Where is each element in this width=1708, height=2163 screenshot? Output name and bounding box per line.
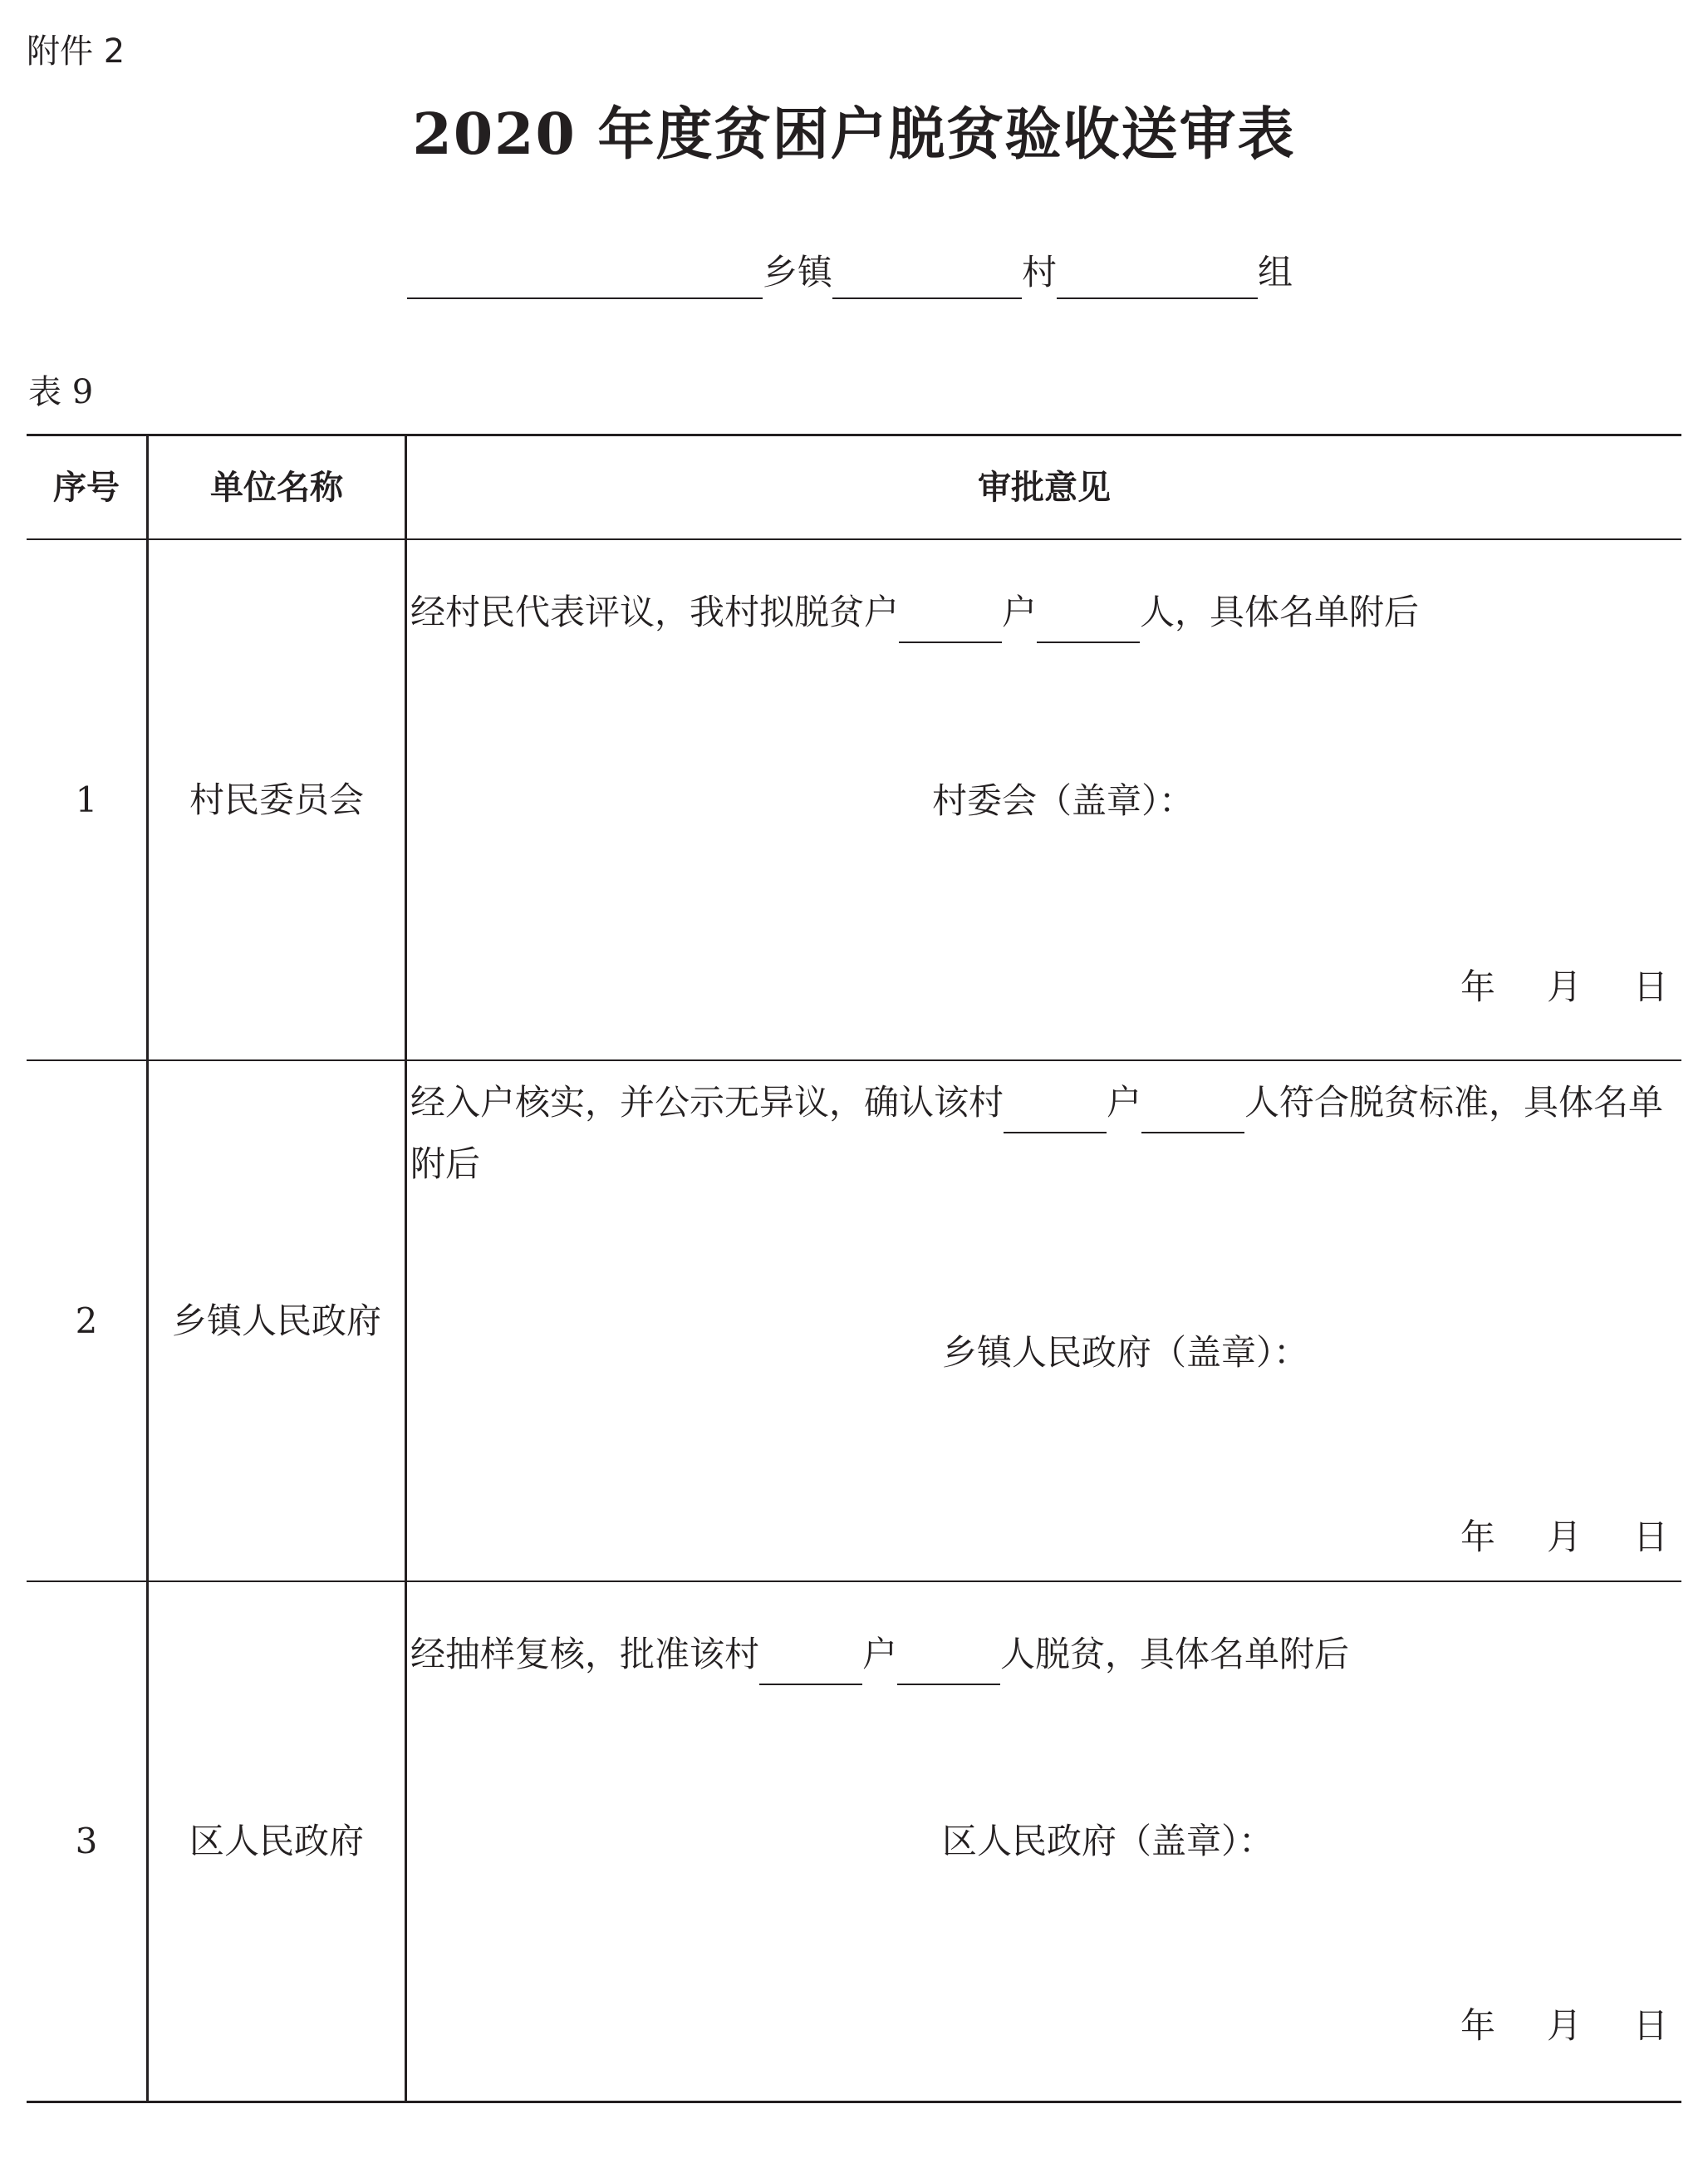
table-number: 表 9 (28, 373, 94, 411)
row-unit: 区人民政府 (189, 1821, 364, 1861)
row-seq: 3 (75, 1821, 98, 1861)
person-count-blank[interactable] (897, 1642, 1000, 1685)
person-count-blank[interactable] (1141, 1090, 1244, 1133)
household-unit: 户 (1107, 1082, 1142, 1123)
seal-label: 乡镇人民政府（盖章）： (942, 1332, 1309, 1373)
village-blank[interactable] (832, 256, 1022, 299)
header-seq: 序号 (53, 468, 120, 507)
page-title: 2020 年度贫困户脱贫验收送审表 (412, 101, 1296, 168)
village-label: 村 (1022, 252, 1058, 292)
date-line (1460, 962, 1668, 1012)
col-divider-2 (405, 434, 407, 2103)
row-unit: 乡镇人民政府 (171, 1300, 381, 1341)
header-unit: 单位名称 (210, 468, 343, 507)
location-line (407, 246, 1293, 299)
attachment-label: 附件 2 (27, 32, 125, 71)
opinion-text-c: 人符合脱贫标准，具体名单附后 (410, 1082, 1664, 1184)
opinion-text-a: 经抽样复核，批准该村 (410, 1634, 760, 1674)
opinion-text (410, 582, 1419, 643)
seal-label: 村委会（盖章）： (932, 780, 1195, 821)
person-count-blank[interactable] (1037, 600, 1140, 643)
month-label: 月 (1546, 2005, 1582, 2046)
date-line (1460, 1512, 1668, 1562)
row-seq: 2 (75, 1300, 98, 1341)
date-line (1460, 2001, 1668, 2051)
row-seq: 1 (75, 779, 98, 820)
table-bottom-rule (27, 2101, 1681, 2103)
household-unit: 户 (1002, 592, 1038, 632)
row-unit: 村民委员会 (189, 779, 364, 820)
opinion-text-a: 经入户核实，并公示无异议，确认该村 (410, 1082, 1004, 1123)
town-label: 乡镇 (763, 252, 833, 292)
month-label: 月 (1546, 966, 1582, 1007)
year-label: 年 (1460, 1517, 1495, 1557)
opinion-text-c: 人脱贫，具体名单附后 (1000, 1634, 1350, 1674)
day-label: 日 (1632, 2005, 1668, 2046)
month-label: 月 (1546, 1517, 1582, 1557)
household-unit: 户 (862, 1634, 898, 1674)
day-label: 日 (1632, 1517, 1668, 1557)
year-label: 年 (1460, 966, 1495, 1007)
opinion-text-a: 经村民代表评议，我村拟脱贫户 (410, 592, 900, 632)
day-label: 日 (1632, 966, 1668, 1007)
household-count-blank[interactable] (759, 1642, 862, 1685)
opinion-text (410, 1072, 1681, 1195)
seal-label: 区人民政府（盖章）： (942, 1821, 1274, 1861)
town-blank[interactable] (407, 256, 763, 299)
opinion-text-c: 人，具体名单附后 (1140, 592, 1420, 632)
household-count-blank[interactable] (1004, 1090, 1107, 1133)
opinion-text (410, 1624, 1349, 1685)
household-count-blank[interactable] (899, 600, 1002, 643)
year-label: 年 (1460, 2005, 1495, 2046)
header-opinion: 审批意见 (978, 468, 1111, 507)
group-blank[interactable] (1057, 256, 1258, 299)
group-label: 组 (1258, 252, 1293, 292)
